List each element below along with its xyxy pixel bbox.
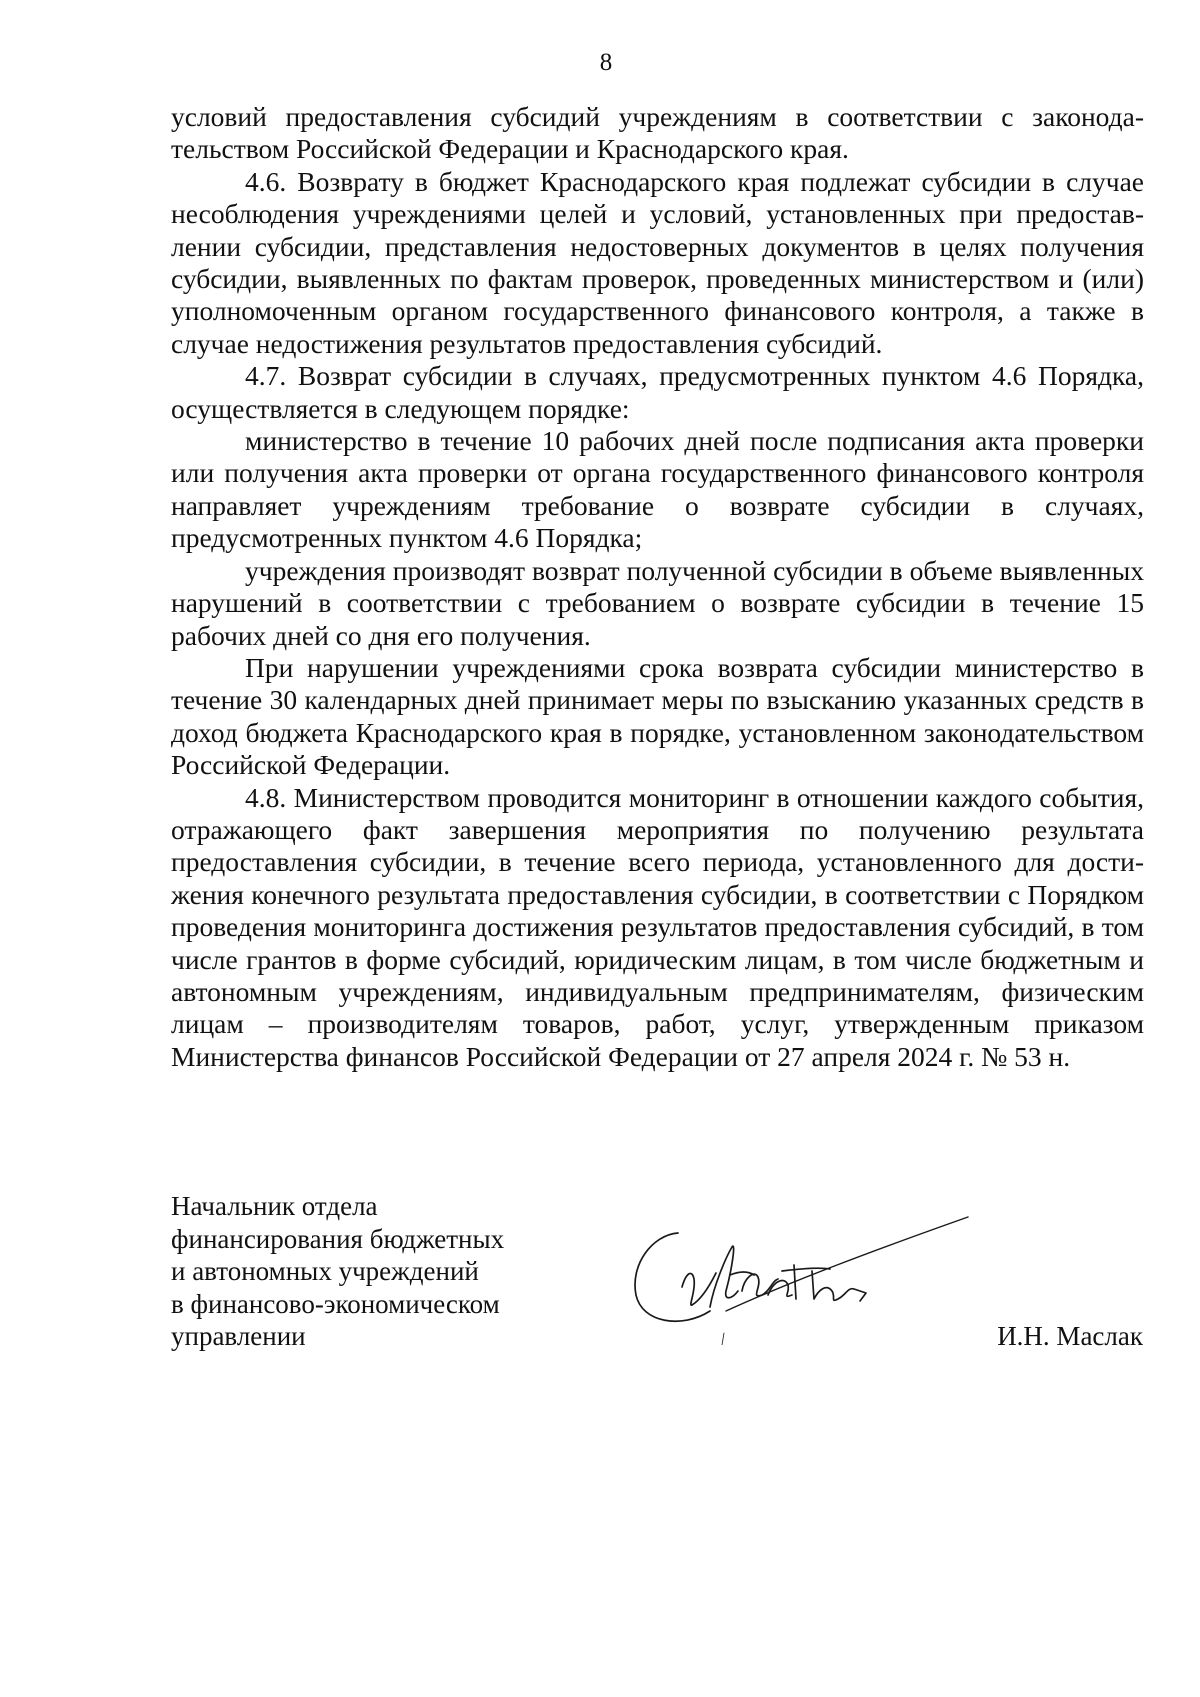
signer-name: И.Н. Маслак xyxy=(997,1321,1143,1351)
signatory-title-line: финансирования бюджетных xyxy=(171,1223,505,1254)
signatory-title-line: Начальник отдела xyxy=(171,1191,378,1221)
paragraph-ministry-procedure: министерство в течение 10 рабочих дней после подписания акта проверки или получения акта проверки от органа государственного финансового контроля направляет учреждениям требование о возврате субсидии в случаях, предусмотренных пунктом 4.6 Порядка; xyxy=(171,425,1144,554)
page-number: 8 xyxy=(599,49,613,76)
paragraph-violation-recovery: При нарушении учреждениями срока возврата субсидии министерство в течение 30 календарных дней принимает меры по взысканию указанных средств в доход бюджета Краснодарского края в порядке, установленном законодательством Российской Федерации. xyxy=(171,651,1144,781)
paragraph-continuation: условий предоставления субсидий учреждениям в соответствии с законодательством Российской Федерации и Краснодарского края. xyxy=(171,101,1144,165)
signatory-title-line: и автономных учреждений xyxy=(171,1256,479,1286)
paragraph-4-6: 4.6. Возврату в бюджет Краснодарского края подлежат субсидии в случае несоблюдения учреждениями целей и условий, установленных при предоставлении субсидии, представления недостоверных документов в целях получения субсидии, выявленных по фактам проверок, проведенных министерством и (или) уполномоченным органом государственного финансового контроля, а также в случае недостижения результатов предоставления субсидий. xyxy=(171,165,1144,359)
paragraph-4-7: 4.7. Возврат субсидии в случаях, предусмотренных пунктом 4.6 Порядка, осуществляется в следующем порядке: xyxy=(171,360,1144,424)
handwritten-signature-icon xyxy=(622,1195,982,1345)
signatory-title xyxy=(171,1190,504,1353)
signatory-title-line: управлении xyxy=(171,1321,306,1351)
signatory-title-line: в финансово-экономическом xyxy=(171,1288,500,1319)
paragraph-institution-return: учреждения производят возврат полученной субсидии в объеме выявленных нарушений в соответствии с требованием о возврате субсидии в течение 15 рабочих дней со дня его получения. xyxy=(171,554,1144,651)
document-body xyxy=(171,101,1144,1073)
paragraph-4-8: 4.8. Министерством проводится мониторинг в отношении каждого события, отражающего факт завершения мероприятия по получению результата предоставления субсидии, в течение всего периода, установленного для достижения конечного результата предоставления субсидии, в соответствии с Порядком проведения мониторинга достижения результатов предоставления субсидий, в том числе грантов в форме субсидий, юридическим лицам, в том числе бюджетным и автономным учреждениям, индивидуальным предпринимателям, физическим лицам – производителям товаров, работ, услуг, утвержденным приказом Министерства финансов Российской Федерации от 27 апреля 2024 г. № 53 н. xyxy=(171,781,1144,1072)
